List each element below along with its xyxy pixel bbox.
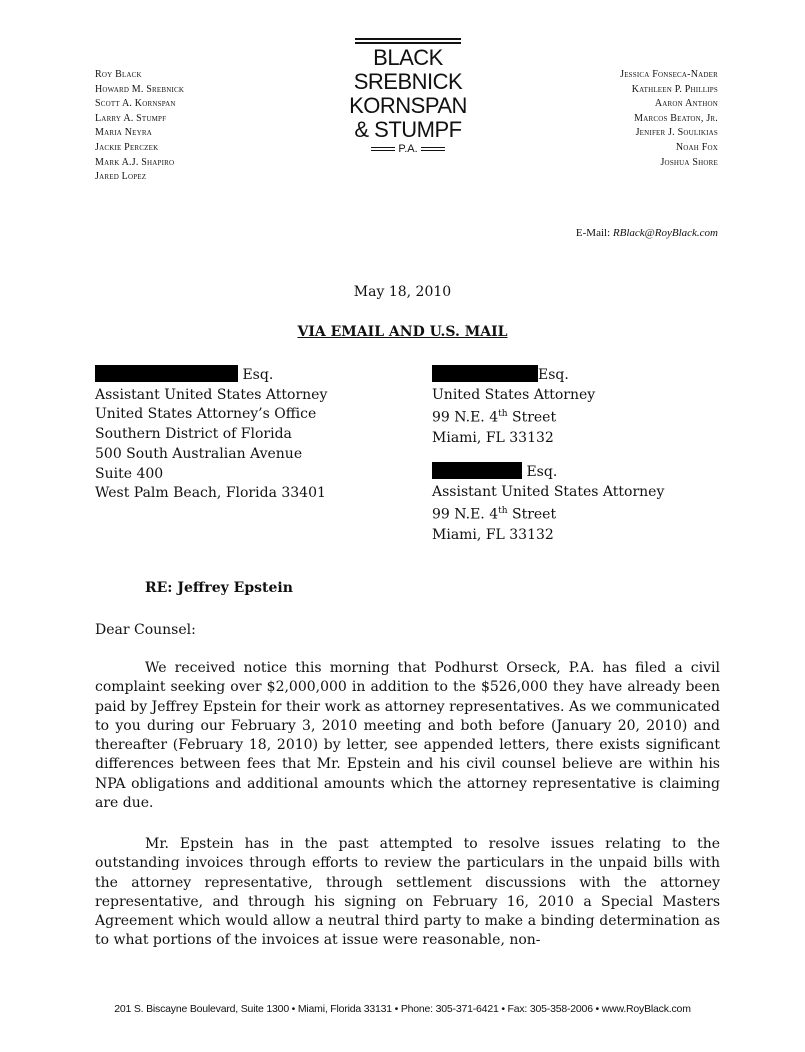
attorney-name: Aaron Anthon: [654, 98, 718, 110]
address-line: Assistant United States Attorney: [432, 483, 665, 500]
address-line: 500 South Australian Avenue: [95, 445, 303, 462]
letter-date: May 18, 2010: [353, 284, 452, 300]
recipient-address-right-1: [432, 365, 595, 448]
logo-line: SREBNICK: [353, 69, 463, 94]
attorney-name: Kathleen P. Phillips: [631, 83, 718, 95]
delivery-method: VIA EMAIL AND U.S. MAIL: [297, 324, 508, 340]
logo-line: & STUMPF: [354, 117, 462, 142]
attorney-name: Joshua Shore: [660, 156, 718, 168]
address-line: Miami, FL 33132: [432, 526, 554, 543]
attorney-name: Jenifer J. Soulikias: [635, 127, 718, 139]
attorney-name: Scott A. Kornspan: [95, 98, 176, 110]
body-paragraph-1: [95, 659, 720, 813]
attorney-name: Roy Black: [95, 69, 142, 80]
address-line: Southern District of Florida: [95, 426, 292, 443]
address-line: United States Attorney: [432, 386, 596, 403]
address-line: West Palm Beach, Florida 33401: [95, 485, 326, 502]
recipient-name-line: Esq.: [432, 365, 595, 386]
email-label: E-Mail:: [575, 227, 611, 239]
paragraph-text: Mr. Epstein has in the past attempted to resolve issues relating to the outstanding invoices through efforts to review the particulars in the unpaid bills with the attorney representative, through settlement discussions with the attorney representative, and through his signing on February 16, 2010 a Special Masters Agreement which would allow a neutral third party to make a binding determination as to what portions of the invoices at issue were reasonable, non-: [95, 836, 720, 949]
sender-email: [576, 227, 718, 239]
logo-line: KORNSPAN: [349, 93, 467, 118]
redaction-box: [432, 365, 538, 382]
attorney-name: Noah Fox: [675, 141, 718, 153]
address-line: Miami, FL 33132: [432, 429, 554, 446]
recipient-address-right-2: [432, 462, 664, 545]
attorney-name: Jackie Perczek: [95, 141, 159, 153]
attorney-name: Jared Lopez: [95, 171, 147, 183]
left-attorney-list: [95, 68, 184, 185]
logo-rule: [355, 42, 461, 44]
logo-line: BLACK: [373, 45, 443, 70]
recipient-name-line: Esq.: [95, 365, 327, 386]
address-line: 99 N.E. 4th Street: [432, 409, 557, 427]
redaction-box: [95, 365, 238, 382]
letterhead-footer: 201 S. Biscayne Boulevard, Suite 1300 • Miami, Florida 33131 • Phone: 305-371-6421 • Fax: 305-358-2006 • www.RoyBlack.com: [114, 1003, 691, 1015]
redaction-box: [432, 462, 522, 479]
subject-line: RE: Jeffrey Epstein: [145, 580, 293, 596]
address-line: Assistant United States Attorney: [95, 386, 328, 403]
address-line: United States Attorney’s Office: [95, 406, 317, 423]
recipient-name-line: Esq.: [432, 462, 664, 483]
attorney-name: Marcos Beaton, Jr.: [634, 112, 718, 124]
logo-rule: [355, 38, 461, 40]
attorney-name: Jessica Fonseca-Nader: [620, 69, 718, 80]
salutation: Dear Counsel:: [95, 622, 196, 638]
attorney-name: Larry A. Stumpf: [95, 112, 167, 124]
firm-logo: [345, 38, 471, 155]
address-line: Suite 400: [95, 465, 164, 482]
paragraph-text: We received notice this morning that Podhurst Orseck, P.A. has filed a civil complaint seeking over $2,000,000 in addition to the $526,000 they have already been paid by Jeffrey Epstein for their work as attorney representatives. As we communicated to you during our February 3, 2010 meeting and both before (January 20, 2010) and thereafter (February 18, 2010) by letter, see appended letters, there exists significant differences between fees that Mr. Epstein and his civil counsel believe are within his NPA obligations and additional amounts which the attorney representative is claiming are due.: [95, 660, 720, 812]
recipient-address-left: [95, 365, 327, 504]
logo-suffix: P.A.: [345, 143, 471, 155]
body-paragraph-2: [95, 835, 720, 951]
attorney-name: Maria Neyra: [95, 127, 152, 139]
attorney-name: Howard M. Srebnick: [95, 83, 185, 95]
right-attorney-list: [620, 68, 718, 170]
address-line: 99 N.E. 4th Street: [432, 506, 557, 524]
email-address: RBlack@RoyBlack.com: [612, 227, 718, 239]
attorney-name: Mark A.J. Shapiro: [95, 156, 175, 168]
